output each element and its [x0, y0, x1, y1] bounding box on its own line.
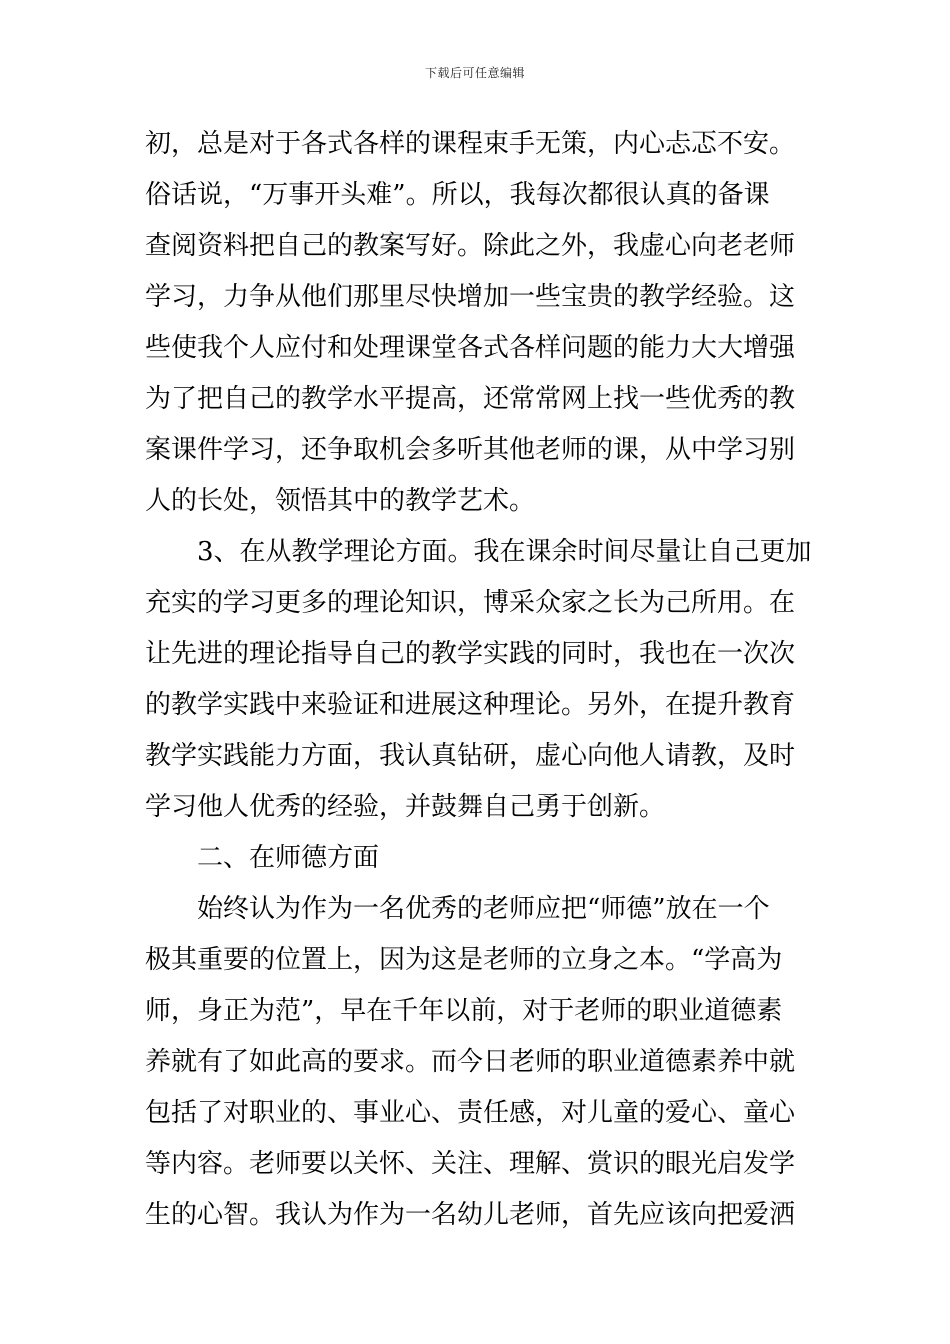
text-line: 生的心智。我认为作为一名幼儿老师，首先应该向把爱洒: [145, 1200, 796, 1230]
text-line: 让先进的理论指导自己的教学实践的同时，我也在一次次: [145, 639, 796, 669]
text-line: 初，总是对于各式各样的课程束手无策，内心忐忑不安。: [145, 129, 796, 159]
body-text: [145, 119, 815, 1241]
text-line: 3、在从教学理论方面。我在课余时间尽量让自己更加: [197, 537, 812, 567]
text-line: 俗话说，“万事开头难”。所以，我每次都很认真的备课: [145, 180, 770, 210]
text-line: 为了把自己的教学水平提高，还常常网上找一些优秀的教: [145, 384, 796, 414]
text-line: 等内容。老师要以关怀、关注、理解、赏识的眼光启发学: [145, 1149, 796, 1179]
text-line: 充实的学习更多的理论知识，博采众家之长为己所用。在: [145, 588, 796, 618]
section-heading: 二、在师德方面: [197, 843, 380, 873]
text-line: 的教学实践中来验证和进展这种理论。另外，在提升教育: [145, 690, 796, 720]
text-line: 人的长处，领悟其中的教学艺术。: [145, 486, 536, 516]
text-line: 些使我个人应付和处理课堂各式各样问题的能力大大增强: [145, 333, 796, 363]
text-line: 学习，力争从他们那里尽快增加一些宝贵的教学经验。这: [145, 282, 796, 312]
text-line: 学习他人优秀的经验，并鼓舞自己勇于创新。: [145, 792, 666, 822]
text-line: 始终认为作为一名优秀的老师应把“师德”放在一个: [197, 894, 770, 924]
text-line: 养就有了如此高的要求。而今日老师的职业道德素养中就: [145, 1047, 796, 1077]
text-line: 教学实践能力方面，我认真钻研，虚心向他人请教，及时: [145, 741, 796, 771]
text-line: 案课件学习，还争取机会多听其他老师的课，从中学习别: [145, 435, 796, 465]
text-line: 包括了对职业的、事业心、责任感，对儿童的爱心、童心: [145, 1098, 796, 1128]
text-line: 查阅资料把自己的教案写好。除此之外，我虚心向老老师: [145, 231, 796, 261]
text-line: 师，身正为范”，早在千年以前，对于老师的职业道德素: [145, 996, 783, 1026]
text-line: 极其重要的位置上，因为这是老师的立身之本。“学高为: [145, 945, 783, 975]
page-header: 下载后可任意编辑: [424, 66, 525, 80]
